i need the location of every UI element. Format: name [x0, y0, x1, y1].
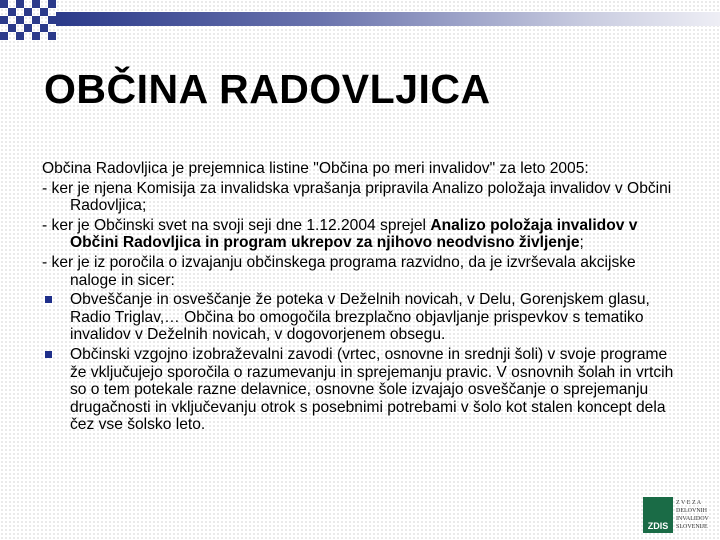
logo-mark: ZDIS — [643, 497, 673, 533]
paragraph-council-end: ; — [579, 234, 584, 252]
logo-line: DELOVNIH — [676, 508, 707, 514]
square-bullet-icon — [45, 351, 52, 358]
logo-line: SLOVENIJE — [676, 524, 708, 530]
slide-title: OBČINA RADOVLJICA — [44, 66, 491, 112]
paragraph-council-text: - ker je Občinski svet na svoji seji dne 1.12.2004 sprejel — [42, 216, 431, 234]
bullet-text: Obveščanje in osveščanje že poteka v Deželnih novicah, v Delu, Gorenjskem glasu, Radio Triglav,… Občina bo omogočila brezplačno objavljanje prispevkov s tematiko invalidov v Deželnih novicah, v dogovorjenem obsegu. — [70, 291, 650, 344]
logo-text — [676, 499, 709, 531]
square-bullet-icon — [45, 296, 52, 303]
paragraph-commission: - ker je njena Komisija za invalidska vprašanja pripravila Analizo položaja invalidov v Občini Radovljica; — [42, 179, 672, 215]
paragraph-report: - ker je iz poročila o izvajanju občinskega programa razvidno, da je izvrševala akcijske naloge in sicer: — [42, 253, 636, 289]
paragraph-council-bold: Analizo položaja invalidov v Občini Radovljica in program ukrepov za njihovo neodvisno življenje — [70, 216, 638, 252]
slide-content — [42, 160, 682, 436]
bullet-item-schools — [42, 346, 682, 434]
paragraph-council — [42, 217, 682, 252]
bullet-text: Občinski vzgojno izobraževalni zavodi (vrtec, osnovne in srednji šoli) v svoje programe že vključujejo sporočila o razumevanju in sprejemanju pravic. V osnovnih šolah in vrtcih so o tem potekale razne delavnice, osnovne šole izvajajo osveščanje o sprejemanju drugačnosti in vključevanju otrok s posebnimi potrebami v šolo kot stalen koncept dela čez vse šolsko leto. — [70, 345, 674, 434]
logo-line: Z V E Z A — [676, 500, 702, 506]
logo-line: INVALIDOV — [676, 516, 709, 522]
zdis-logo — [643, 493, 715, 537]
bullet-item-awareness — [42, 291, 682, 344]
checker-decoration — [0, 0, 56, 40]
paragraph-intro: Občina Radovljica je prejemnica listine "Občina po meri invalidov" za leto 2005: — [42, 160, 589, 177]
gradient-bar-decoration — [56, 12, 720, 26]
